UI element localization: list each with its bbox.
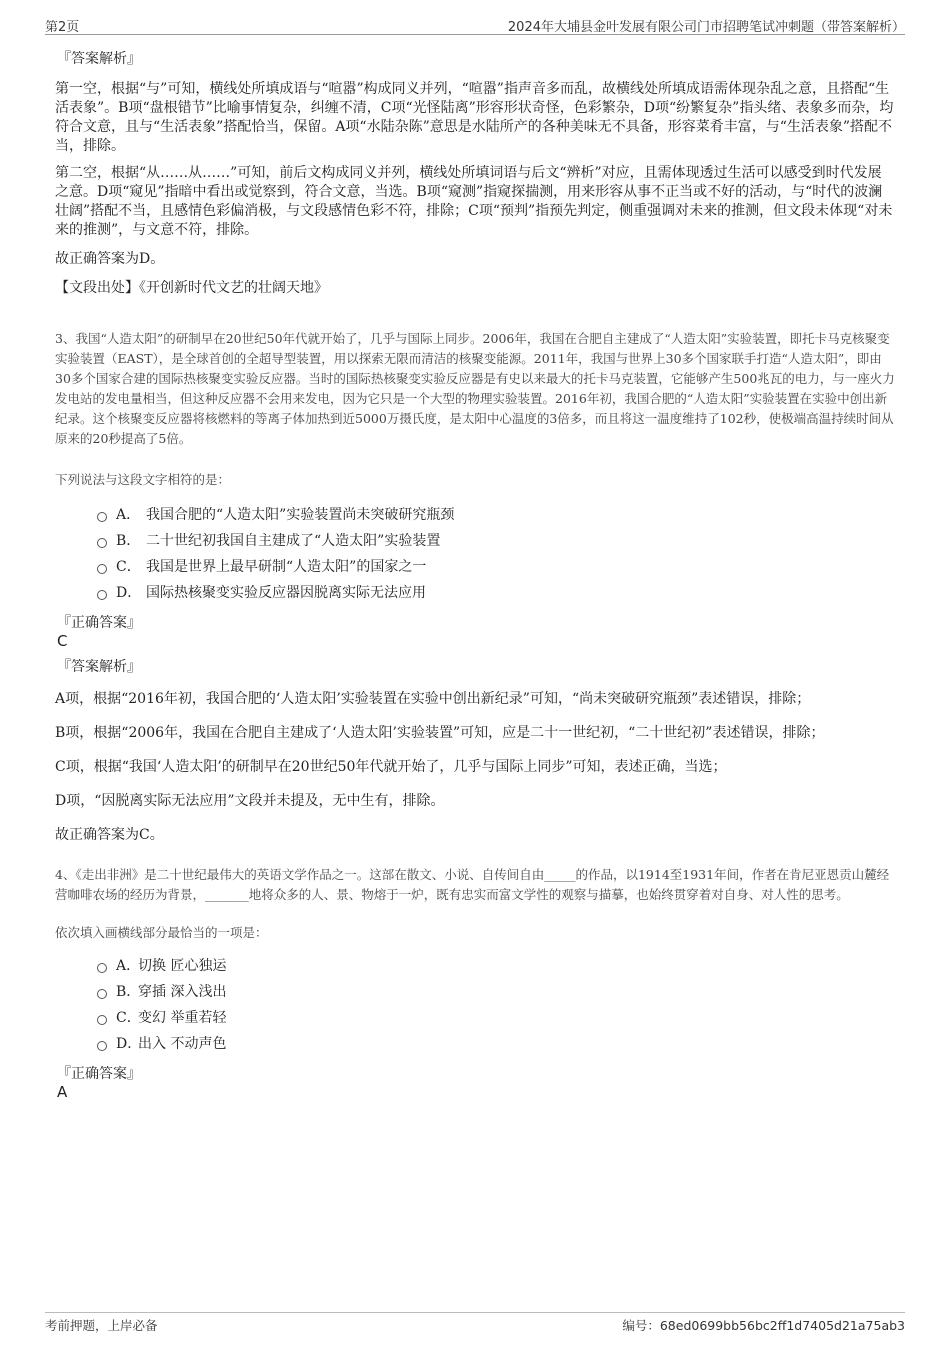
correct-answer: A [57,1083,68,1101]
document-id: 编号：68ed0699bb56bc2ff1d7405d21a75ab3 [622,1318,905,1333]
question-4-text: 4、《走出非洲》是二十世纪最伟大的英语文学作品之一。这部在散文、小说、自传间自由_____的作品，以1914至1931年间，作者在肯尼亚恩贡山麓经营咖啡农场的经历为背景，_______地将众多的人、景、物熔于一炉，既有忠实而富文学性的观察与描摹，也始终贯穿着对自身、对人性的思考。 [55,867,890,902]
radio-button[interactable] [97,538,107,548]
radio-button[interactable] [97,590,107,600]
page-footer [45,1312,905,1333]
analysis-label: 『答案解析』 [57,659,141,675]
radio-button[interactable] [97,963,107,973]
radio-button[interactable] [97,1015,107,1025]
option-b[interactable]: B． 穿插 深入浅出 [97,979,895,1005]
analysis-conclusion: 故正确答案为C。 [55,827,164,843]
analysis-item-c: C项，根据“我国‘人造太阳’的研制早在20世纪50年代就开始了，几乎与国际上同步”可知，表述正确，当选； [55,759,727,775]
analysis-conclusion: 故正确答案为D。 [55,251,165,267]
analysis-item-a: A项，根据“2016年初，我国合肥的‘人造太阳’实验装置在实验中创出新纪录”可知，“尚未突破研究瓶颈”表述错误，排除； [55,691,811,707]
analysis-item-d: D项，“因脱离实际无法应用”文段并未提及，无中生有，排除。 [55,793,445,809]
question-4-options [55,953,895,1057]
option-d[interactable]: D． 国际热核聚变实验反应器因脱离实际无法应用 [97,580,895,606]
question-4-ask: 依次填入画横线部分最恰当的一项是： [55,925,268,940]
radio-button[interactable] [97,1041,107,1051]
question-3-text: 3、我国“人造太阳”的研制早在20世纪50年代就开始了，几乎与国际上同步。2006年，我国在合肥自主建成了“人造太阳”实验装置，即托卡马克核聚变实验装置（EAST），是全球首创的全超导型装置，用以探索无限而清洁的核聚变能源。2011年，我国与世界上30多个国家联手打造“人造太阳”，即由30多个国家合建的国际热核聚变实验反应器。当时的国际热核聚变实验反应器是有史以来最大的托卡马克装置，它能够产生500兆瓦的电力，与一座火力发电站的发电量相当，但这种反应器不会用来发电，因为它只是一个大型的物理实验装置。2016年初，我国合肥的“人造太阳”实验装置在实验中创出新纪录。这个核聚变反应器将核燃料的等离子体加热到近5000万摄氏度，是太阳中心温度的3倍多，而且将这一温度维持了102秒，使极端高温持续时间从原来的20秒提高了5倍。 [55,331,895,446]
page-content [55,48,895,1101]
correct-answer-label: 『正确答案』 [57,1066,141,1082]
analysis-paragraph-1: 第一空，根据“与”可知，横线处所填成语与“喧嚣”构成同义并列，“喧嚣”指声音多而乱，故横线处所填成语需体现杂乱之意，且搭配“生活表象”。B项“盘根错节”比喻事情复杂，纠缠不清，C项“光怪陆离”形容形状奇怪，色彩繁杂，D项“纷繁复杂”指头绪、表象多而杂，均符合文意，且与“生活表象”搭配恰当，保留。A项“水陆杂陈”意思是水陆所产的各种美味无不具备，形容菜肴丰富，与“生活表象”搭配不当，排除。 [55,81,894,154]
option-c[interactable]: C． 变幻 举重若轻 [97,1005,895,1031]
correct-answer-label: 『正确答案』 [57,615,141,631]
correct-answer: C [57,632,68,650]
document-title: 2024年大埔县金叶发展有限公司门市招聘笔试冲刺题（带答案解析） [507,20,905,35]
analysis-label: 『答案解析』 [57,51,141,67]
analysis-paragraph-2: 第二空，根据“从……从……”可知，前后文构成同义并列，横线处所填词语与后文“辨析”对应，且需体现透过生活可以感受到时代发展之意。D项“窥见”指暗中看出或觉察到，符合文意，当选。B项“窥测”指窥探揣测，用来形容从事不正当或不好的活动，与“时代的波澜壮阔”搭配不当，且感情色彩偏消极，与文段感情色彩不符，排除；C项“预判”指预先判定，侧重强调对未来的推测，但文段未体现“对未来的推测”，与文意不符，排除。 [55,165,893,238]
option-a[interactable]: A． 我国合肥的“人造太阳”实验装置尚未突破研究瓶颈 [97,502,895,528]
footer-slogan: 考前押题，上岸必备 [45,1318,158,1333]
option-c[interactable]: C． 我国是世界上最早研制“人造太阳”的国家之一 [97,554,895,580]
analysis-item-b: B项，根据“2006年，我国在合肥自主建成了‘人造太阳’实验装置”可知，应是二十一世纪初，“二十世纪初”表述错误，排除； [55,725,825,741]
option-d[interactable]: D． 出入 不动声色 [97,1031,895,1057]
analysis-source: 【文段出处】《开创新时代文艺的壮阔天地》 [55,280,328,296]
radio-button[interactable] [97,989,107,999]
question-3-ask: 下列说法与这段文字相符的是： [55,472,231,487]
page-number: 第2页 [45,20,80,35]
option-a[interactable]: A． 切换 匠心独运 [97,953,895,979]
radio-button[interactable] [97,564,107,574]
option-b[interactable]: B． 二十世纪初我国自主建成了“人造太阳”实验装置 [97,528,895,554]
page-header [45,14,905,35]
radio-button[interactable] [97,512,107,522]
question-3-options [55,502,895,606]
